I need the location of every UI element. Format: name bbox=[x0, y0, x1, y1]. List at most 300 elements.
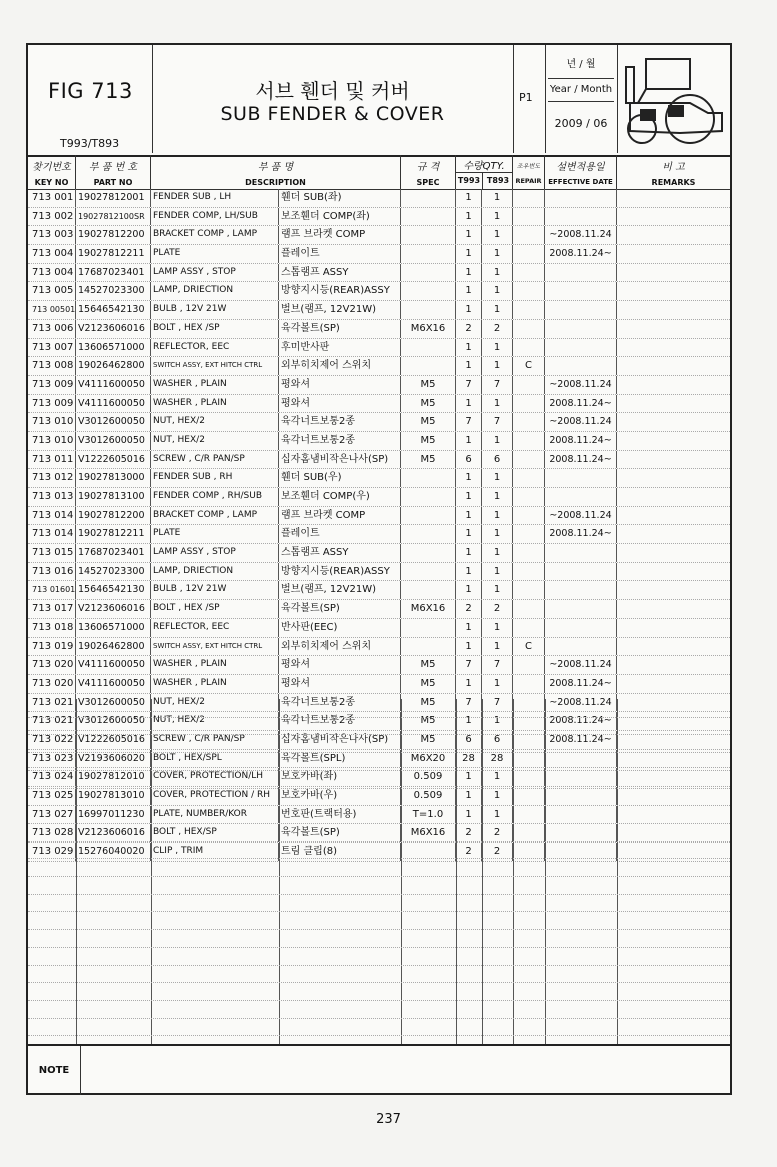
cell-t1: 1 bbox=[456, 357, 482, 375]
cell-desc: SCREW , C/R PAN/SP bbox=[151, 451, 279, 469]
cell-eff bbox=[545, 638, 617, 656]
empty-row-line bbox=[28, 717, 730, 718]
cell-t1: 1 bbox=[456, 245, 482, 263]
cell-rep: C bbox=[513, 638, 545, 656]
cell-part: 19027812211 bbox=[76, 245, 151, 263]
cell-part: V1222605016 bbox=[76, 731, 151, 749]
cell-rep bbox=[513, 525, 545, 543]
cell-t1: 1 bbox=[456, 638, 482, 656]
cell-part: V3012600050 bbox=[76, 413, 151, 431]
cell-eff bbox=[545, 469, 617, 487]
cell-t2: 2 bbox=[482, 600, 513, 618]
cell-key: 713 022 bbox=[28, 731, 76, 749]
cell-ko: 휀더 SUB(좌) bbox=[279, 189, 401, 207]
empty-row-line bbox=[28, 823, 730, 824]
table-row bbox=[28, 656, 730, 675]
cell-ko: 후미반사판 bbox=[279, 339, 401, 357]
cell-eff: ~2008.11.24 bbox=[545, 656, 617, 674]
cell-rem bbox=[617, 189, 730, 207]
cell-key: 713 00501 bbox=[28, 301, 76, 319]
table-row bbox=[28, 339, 730, 358]
cell-eff: ~2008.11.24 bbox=[545, 413, 617, 431]
cell-rem bbox=[617, 656, 730, 674]
cell-ko: 플레이트 bbox=[279, 245, 401, 263]
empty-row-line bbox=[28, 1018, 730, 1019]
cell-t1: 1 bbox=[456, 712, 482, 730]
empty-row-line bbox=[28, 911, 730, 912]
table-row bbox=[28, 581, 730, 600]
cell-ko: 스톱램프 ASSY bbox=[279, 544, 401, 562]
cell-t1: 1 bbox=[456, 339, 482, 357]
empty-row-line bbox=[28, 894, 730, 895]
cell-part: 19026462800 bbox=[76, 638, 151, 656]
cell-rem bbox=[617, 451, 730, 469]
cell-t2: 7 bbox=[482, 694, 513, 712]
cell-t2: 6 bbox=[482, 731, 513, 749]
cell-t1: 1 bbox=[456, 395, 482, 413]
cell-part: 17687023401 bbox=[76, 264, 151, 282]
cell-desc: SWITCH ASSY, EXT HITCH CTRL bbox=[151, 638, 279, 656]
cell-t1: 1 bbox=[456, 432, 482, 450]
cell-t2: 1 bbox=[482, 638, 513, 656]
cell-rep bbox=[513, 507, 545, 525]
empty-row-line bbox=[28, 770, 730, 771]
cell-key: 713 009 bbox=[28, 395, 76, 413]
cell-t1: 1 bbox=[456, 301, 482, 319]
cell-ko: 육각너트보통2종 bbox=[279, 413, 401, 431]
cell-desc: PLATE bbox=[151, 245, 279, 263]
cell-rem bbox=[617, 413, 730, 431]
cell-eff bbox=[545, 264, 617, 282]
cell-desc: REFLECTOR, EEC bbox=[151, 339, 279, 357]
cell-part: 15646542130 bbox=[76, 301, 151, 319]
tractor-icon bbox=[620, 53, 728, 147]
cell-t1: 2 bbox=[456, 843, 482, 861]
cell-key: 713 008 bbox=[28, 357, 76, 375]
cell-t2: 2 bbox=[482, 320, 513, 338]
cell-t1: 1 bbox=[456, 226, 482, 244]
cell-t1: 1 bbox=[456, 264, 482, 282]
year-month-label-korean: 년 / 월 bbox=[566, 59, 596, 70]
empty-row-line bbox=[28, 805, 730, 806]
cell-spec bbox=[401, 581, 456, 599]
cell-rep bbox=[513, 301, 545, 319]
cell-desc: PLATE, NUMBER/KOR bbox=[151, 806, 279, 824]
cell-part: 19027812010 bbox=[76, 768, 151, 786]
header-description: 부 품 명 DESCRIPTION bbox=[151, 155, 401, 189]
cell-key: 713 020 bbox=[28, 675, 76, 693]
cell-part: 19027812200 bbox=[76, 226, 151, 244]
cell-rep bbox=[513, 469, 545, 487]
cell-t2: 1 bbox=[482, 581, 513, 599]
cell-rem bbox=[617, 675, 730, 693]
cell-t2: 1 bbox=[482, 544, 513, 562]
cell-key: 713 021 bbox=[28, 694, 76, 712]
cell-desc: LAMP ASSY , STOP bbox=[151, 544, 279, 562]
cell-key: 713 006 bbox=[28, 320, 76, 338]
cell-desc: NUT, HEX/2 bbox=[151, 432, 279, 450]
cell-key: 713 013 bbox=[28, 488, 76, 506]
cell-eff: 2008.11.24~ bbox=[545, 731, 617, 749]
cell-desc: PLATE bbox=[151, 525, 279, 543]
cell-desc: WASHER , PLAIN bbox=[151, 656, 279, 674]
cell-t1: 1 bbox=[456, 469, 482, 487]
cell-t2: 1 bbox=[482, 768, 513, 786]
cell-key: 713 028 bbox=[28, 824, 76, 842]
cell-t1: 2 bbox=[456, 824, 482, 842]
cell-t2: 1 bbox=[482, 432, 513, 450]
cell-rep bbox=[513, 208, 545, 226]
cell-rem bbox=[617, 488, 730, 506]
cell-t1: 2 bbox=[456, 600, 482, 618]
cell-t2: 1 bbox=[482, 245, 513, 263]
year-month-box bbox=[545, 45, 618, 153]
cell-ko: 반사판(EEC) bbox=[279, 619, 401, 637]
cell-t2: 1 bbox=[482, 507, 513, 525]
cell-t2: 1 bbox=[482, 619, 513, 637]
cell-t2: 1 bbox=[482, 525, 513, 543]
cell-part: V4111600050 bbox=[76, 395, 151, 413]
cell-part: 15646542130 bbox=[76, 581, 151, 599]
table-row bbox=[28, 282, 730, 301]
cell-key: 713 017 bbox=[28, 600, 76, 618]
cell-part: 19027812200 bbox=[76, 507, 151, 525]
cell-spec bbox=[401, 488, 456, 506]
cell-part: 13606571000 bbox=[76, 619, 151, 637]
cell-ko: 램프 브라켓 COMP bbox=[279, 507, 401, 525]
cell-rep bbox=[513, 376, 545, 394]
empty-row-line bbox=[28, 1035, 730, 1036]
cell-part: 16997011230 bbox=[76, 806, 151, 824]
cell-desc: COVER, PROTECTION/LH bbox=[151, 768, 279, 786]
cell-eff: 2008.11.24~ bbox=[545, 395, 617, 413]
cell-key: 713 023 bbox=[28, 750, 76, 768]
cell-desc: REFLECTOR, EEC bbox=[151, 619, 279, 637]
cell-eff bbox=[545, 320, 617, 338]
cell-part: V4111600050 bbox=[76, 376, 151, 394]
cell-rep bbox=[513, 619, 545, 637]
cell-rem bbox=[617, 320, 730, 338]
table-row bbox=[28, 245, 730, 264]
page-code: P1 bbox=[519, 91, 533, 104]
cell-rem bbox=[617, 376, 730, 394]
cell-key: 713 011 bbox=[28, 451, 76, 469]
cell-rem bbox=[617, 301, 730, 319]
cell-part: V3012600050 bbox=[76, 432, 151, 450]
cell-t1: 7 bbox=[456, 694, 482, 712]
cell-key: 713 003 bbox=[28, 226, 76, 244]
page-number: 237 bbox=[376, 1112, 401, 1127]
cell-t1: 1 bbox=[456, 525, 482, 543]
cell-ko: 트림 클립(8) bbox=[279, 843, 401, 861]
cell-key: 713 016 bbox=[28, 563, 76, 581]
header-qty: 수량QTY. T993 T893 bbox=[456, 155, 513, 189]
cell-part: V3012600050 bbox=[76, 694, 151, 712]
cell-ko: 방향지시등(REAR)ASSY bbox=[279, 282, 401, 300]
cell-rep bbox=[513, 226, 545, 244]
note-label: NOTE bbox=[28, 1046, 81, 1095]
cell-rem bbox=[617, 208, 730, 226]
cell-spec: M5 bbox=[401, 731, 456, 749]
cell-spec: M6X16 bbox=[401, 320, 456, 338]
cell-t2: 7 bbox=[482, 376, 513, 394]
cell-part: 19027812100SR bbox=[76, 208, 151, 226]
cell-t1: 1 bbox=[456, 619, 482, 637]
cell-part: V2193606020 bbox=[76, 750, 151, 768]
cell-part: V4111600050 bbox=[76, 656, 151, 674]
cell-rep bbox=[513, 339, 545, 357]
cell-t1: 7 bbox=[456, 656, 482, 674]
cell-ko: 육각볼트(SP) bbox=[279, 320, 401, 338]
cell-key: 713 012 bbox=[28, 469, 76, 487]
cell-rem bbox=[617, 581, 730, 599]
cell-t1: 1 bbox=[456, 544, 482, 562]
cell-rem bbox=[617, 395, 730, 413]
cell-ko: 벌브(램프, 12V21W) bbox=[279, 581, 401, 599]
header-spec: 규 격 SPEC bbox=[401, 155, 456, 189]
empty-row-line bbox=[28, 876, 730, 877]
cell-rep bbox=[513, 413, 545, 431]
cell-t1: 1 bbox=[456, 282, 482, 300]
cell-desc: BRACKET COMP , LAMP bbox=[151, 507, 279, 525]
cell-eff: 2008.11.24~ bbox=[545, 451, 617, 469]
cell-t2: 1 bbox=[482, 806, 513, 824]
cell-key: 713 001 bbox=[28, 189, 76, 207]
cell-eff bbox=[545, 189, 617, 207]
year-month-value: 2009 / 06 bbox=[554, 117, 608, 130]
cell-eff: 2008.11.24~ bbox=[545, 675, 617, 693]
cell-rem bbox=[617, 357, 730, 375]
table-row bbox=[28, 488, 730, 507]
cell-key: 713 010 bbox=[28, 432, 76, 450]
cell-part: V2123606016 bbox=[76, 824, 151, 842]
title-korean: 서브 휀더 및 커버 bbox=[255, 79, 410, 103]
cell-eff: ~2008.11.24 bbox=[545, 376, 617, 394]
cell-ko: 십자홈냄비작은나사(SP) bbox=[279, 731, 401, 749]
cell-eff bbox=[545, 301, 617, 319]
cell-key: 713 018 bbox=[28, 619, 76, 637]
table-row bbox=[28, 226, 730, 245]
cell-spec: 0.509 bbox=[401, 768, 456, 786]
cell-key: 713 004 bbox=[28, 245, 76, 263]
table-row bbox=[28, 619, 730, 638]
cell-spec bbox=[401, 282, 456, 300]
cell-spec bbox=[401, 638, 456, 656]
cell-rep bbox=[513, 488, 545, 506]
cell-rep bbox=[513, 245, 545, 263]
cell-desc: LAMP, DRIECTION bbox=[151, 563, 279, 581]
cell-ko: 벌브(램프, 12V21W) bbox=[279, 301, 401, 319]
cell-rem bbox=[617, 507, 730, 525]
cell-ko: 보호카바(좌) bbox=[279, 768, 401, 786]
cell-key: 713 029 bbox=[28, 843, 76, 861]
cell-ko: 외부히치제어 스위치 bbox=[279, 357, 401, 375]
cell-ko: 육각볼트(SP) bbox=[279, 600, 401, 618]
empty-row-line bbox=[28, 752, 730, 753]
cell-t2: 6 bbox=[482, 451, 513, 469]
cell-t2: 28 bbox=[482, 750, 513, 768]
sheet-header bbox=[28, 45, 730, 157]
table-row bbox=[28, 264, 730, 283]
cell-desc: NUT, HEX/2 bbox=[151, 712, 279, 730]
cell-ko: 보조휀더 COMP(좌) bbox=[279, 208, 401, 226]
cell-desc: BOLT , HEX/SP bbox=[151, 824, 279, 842]
cell-key: 713 025 bbox=[28, 787, 76, 805]
cell-spec bbox=[401, 245, 456, 263]
cell-eff: ~2008.11.24 bbox=[545, 507, 617, 525]
table-row bbox=[28, 432, 730, 451]
cell-spec bbox=[401, 507, 456, 525]
cell-spec bbox=[401, 301, 456, 319]
cell-key: 713 014 bbox=[28, 507, 76, 525]
cell-t2: 7 bbox=[482, 413, 513, 431]
empty-row-line bbox=[28, 1000, 730, 1001]
cell-part: V1222605016 bbox=[76, 451, 151, 469]
cell-eff bbox=[545, 619, 617, 637]
cell-spec bbox=[401, 525, 456, 543]
cell-rem bbox=[617, 619, 730, 637]
cell-rep bbox=[513, 563, 545, 581]
cell-spec bbox=[401, 339, 456, 357]
cell-ko: 육각너트보통2종 bbox=[279, 712, 401, 730]
cell-t2: 1 bbox=[482, 339, 513, 357]
table-row bbox=[28, 413, 730, 432]
cell-ko: 보조휀더 COMP(우) bbox=[279, 488, 401, 506]
table-row bbox=[28, 507, 730, 526]
table-row bbox=[28, 376, 730, 395]
cell-rem bbox=[617, 226, 730, 244]
cell-desc: BOLT , HEX /SP bbox=[151, 320, 279, 338]
cell-rem bbox=[617, 544, 730, 562]
cell-ko: 플레이트 bbox=[279, 525, 401, 543]
cell-key: 713 002 bbox=[28, 208, 76, 226]
cell-t1: 28 bbox=[456, 750, 482, 768]
cell-spec: M5 bbox=[401, 712, 456, 730]
page-code-box bbox=[513, 45, 546, 153]
cell-ko: 번호판(트랙터용) bbox=[279, 806, 401, 824]
cell-ko: 램프 브라켓 COMP bbox=[279, 226, 401, 244]
cell-part: 19027813000 bbox=[76, 469, 151, 487]
cell-desc: SCREW , C/R PAN/SP bbox=[151, 731, 279, 749]
cell-spec: M6X20 bbox=[401, 750, 456, 768]
cell-ko: 십자홈냄비작은나사(SP) bbox=[279, 451, 401, 469]
figure-number: FIG 713 bbox=[48, 79, 133, 103]
cell-spec: M5 bbox=[401, 675, 456, 693]
empty-row-line bbox=[28, 982, 730, 983]
table-row bbox=[28, 357, 730, 376]
cell-key: 713 005 bbox=[28, 282, 76, 300]
cell-part: 14527023300 bbox=[76, 282, 151, 300]
cell-t2: 1 bbox=[482, 395, 513, 413]
cell-rep bbox=[513, 581, 545, 599]
cell-eff: ~2008.11.24 bbox=[545, 694, 617, 712]
empty-row-line bbox=[28, 947, 730, 948]
cell-ko: 육각볼트(SP) bbox=[279, 824, 401, 842]
cell-eff: 2008.11.24~ bbox=[545, 712, 617, 730]
cell-t1: 1 bbox=[456, 189, 482, 207]
table-row bbox=[28, 600, 730, 619]
table-row bbox=[28, 451, 730, 470]
cell-eff bbox=[545, 282, 617, 300]
cell-t1: 1 bbox=[456, 768, 482, 786]
cell-t1: 1 bbox=[456, 675, 482, 693]
cell-t1: 7 bbox=[456, 376, 482, 394]
cell-t2: 1 bbox=[482, 282, 513, 300]
cell-ko: 휀더 SUB(우) bbox=[279, 469, 401, 487]
cell-t2: 1 bbox=[482, 208, 513, 226]
table-row bbox=[28, 301, 730, 320]
cell-t1: 1 bbox=[456, 787, 482, 805]
header-part-no: 부 품 번 호 PART NO bbox=[76, 155, 151, 189]
cell-t2: 1 bbox=[482, 226, 513, 244]
cell-eff bbox=[545, 581, 617, 599]
cell-ko: 육각볼트(SPL) bbox=[279, 750, 401, 768]
cell-desc: LAMP, DRIECTION bbox=[151, 282, 279, 300]
cell-spec bbox=[401, 226, 456, 244]
cell-t2: 1 bbox=[482, 357, 513, 375]
cell-rep bbox=[513, 432, 545, 450]
cell-rep bbox=[513, 544, 545, 562]
cell-t1: 7 bbox=[456, 413, 482, 431]
cell-ko: 육각너트보통2종 bbox=[279, 694, 401, 712]
cell-key: 713 009 bbox=[28, 376, 76, 394]
cell-key: 713 01601 bbox=[28, 581, 76, 599]
cell-ko: 평와셔 bbox=[279, 675, 401, 693]
cell-part: V2123606016 bbox=[76, 600, 151, 618]
cell-eff bbox=[545, 208, 617, 226]
cell-ko: 스톱램프 ASSY bbox=[279, 264, 401, 282]
cell-rem bbox=[617, 469, 730, 487]
cell-ko: 육각너트보통2종 bbox=[279, 432, 401, 450]
cell-t2: 1 bbox=[482, 712, 513, 730]
cell-desc: WASHER , PLAIN bbox=[151, 376, 279, 394]
empty-row-line bbox=[28, 858, 730, 859]
table-row bbox=[28, 638, 730, 657]
cell-desc: BRACKET COMP , LAMP bbox=[151, 226, 279, 244]
header-repair: 조우번도 REPAIR bbox=[513, 155, 545, 189]
cell-t2: 1 bbox=[482, 675, 513, 693]
title-english: SUB FENDER & COVER bbox=[220, 103, 445, 125]
cell-t1: 1 bbox=[456, 806, 482, 824]
cell-desc: FENDER COMP, LH/SUB bbox=[151, 208, 279, 226]
cell-t2: 1 bbox=[482, 469, 513, 487]
cell-eff: 2008.11.24~ bbox=[545, 432, 617, 450]
cell-key: 713 027 bbox=[28, 806, 76, 824]
cell-t2: 1 bbox=[482, 264, 513, 282]
cell-t1: 6 bbox=[456, 451, 482, 469]
table-row bbox=[28, 320, 730, 339]
cell-spec: M5 bbox=[401, 376, 456, 394]
table-row bbox=[28, 563, 730, 582]
cell-spec: M6X16 bbox=[401, 824, 456, 842]
title-box bbox=[152, 45, 514, 153]
cell-part: 15276040020 bbox=[76, 843, 151, 861]
cell-t2: 1 bbox=[482, 189, 513, 207]
cell-t2: 1 bbox=[482, 488, 513, 506]
cell-spec bbox=[401, 619, 456, 637]
cell-desc: BULB , 12V 21W bbox=[151, 301, 279, 319]
cell-t1: 6 bbox=[456, 731, 482, 749]
cell-rep bbox=[513, 320, 545, 338]
cell-spec: M5 bbox=[401, 694, 456, 712]
cell-spec: M5 bbox=[401, 413, 456, 431]
cell-spec: M5 bbox=[401, 432, 456, 450]
cell-desc: NUT, HEX/2 bbox=[151, 413, 279, 431]
table-row bbox=[28, 395, 730, 414]
cell-key: 713 021 bbox=[28, 712, 76, 730]
cell-rem bbox=[617, 600, 730, 618]
empty-row-line bbox=[28, 841, 730, 842]
